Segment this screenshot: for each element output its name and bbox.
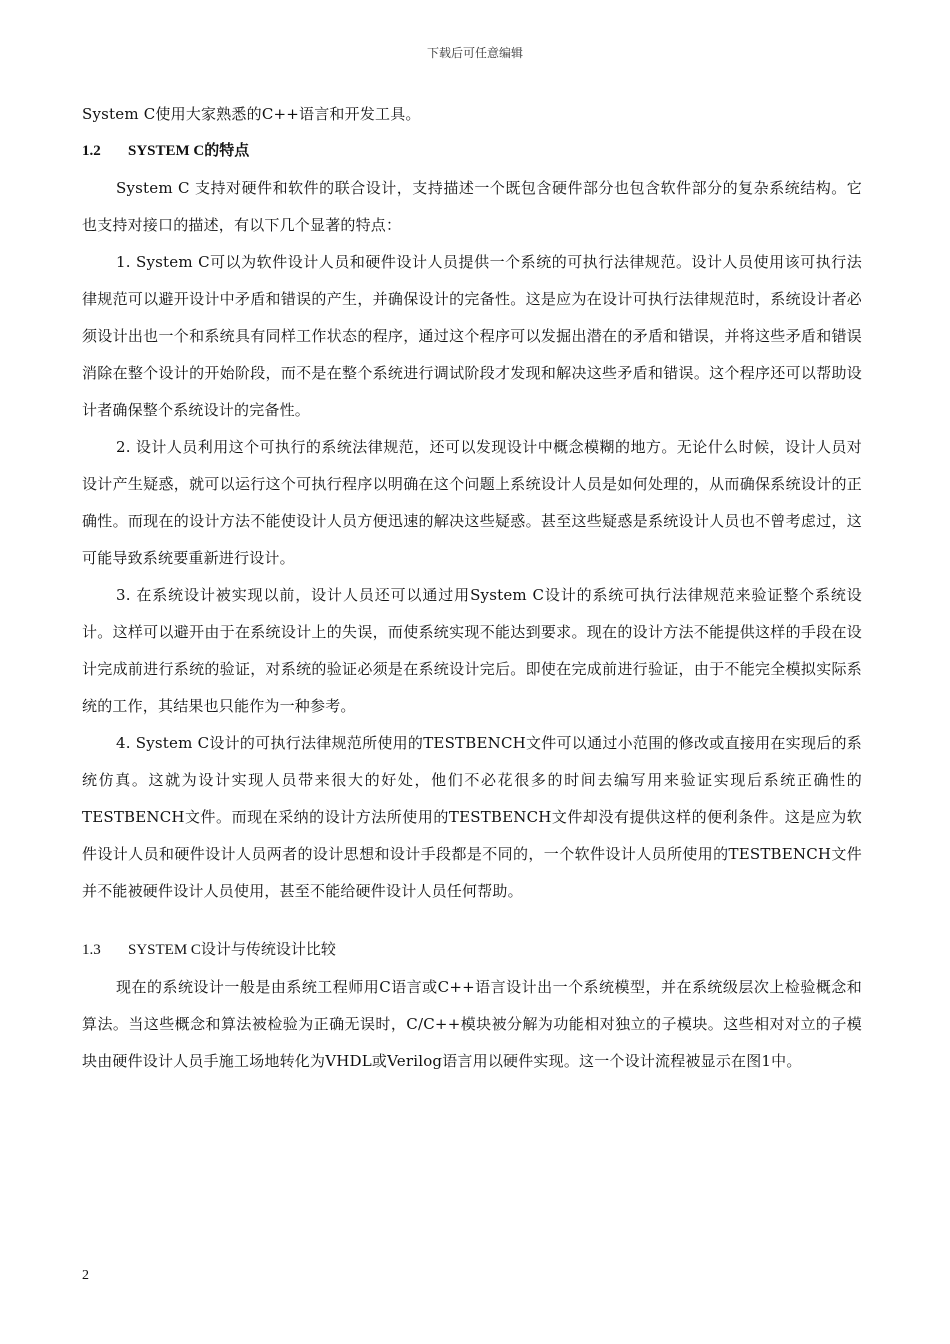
paragraph: 现在的系统设计一般是由系统工程师用C语言或C++语言设计出一个系统模型，并在系统级层次上检验概念和算法。当这些概念和算法被检验为正确无误时，C/C++模块被分解为功能相对独立的子模块。这些相对对立的子模块由硬件设计人员手施工场地转化为VHDL或Verilog语言用以硬件实现。这一个设计流程被显示在图1中。: [82, 978, 862, 1070]
document-body: [82, 96, 862, 1080]
section-title: SYSTEM C的特点: [128, 143, 250, 159]
section-title: SYSTEM C设计与传统设计比较: [128, 942, 336, 958]
section-heading-1-3: [82, 932, 862, 969]
page-header-note: 下载后可任意编辑: [426, 46, 523, 60]
section-heading-1-2: [82, 133, 862, 170]
intro-line: System C使用大家熟悉的C++语言和开发工具。: [82, 105, 421, 123]
paragraph: 2. 设计人员利用这个可执行的系统法律规范，还可以发现设计中概念模糊的地方。无论什么时候，设计人员对设计产生疑惑，就可以运行这个可执行程序以明确在这个问题上系统设计人员是如何处理的，从而确保系统设计的正确性。而现在的设计方法不能使设计人员方便迅速的解决这些疑惑。甚至这些疑惑是系统设计人员也不曾考虑过，这可能导致系统要重新进行设计。: [82, 438, 862, 567]
paragraph: System C 支持对硬件和软件的联合设计，支持描述一个既包含硬件部分也包含软件部分的复杂系统结构。它也支持对接口的描述，有以下几个显著的特点：: [82, 179, 862, 234]
paragraph: 3. 在系统设计被实现以前，设计人员还可以通过用System C设计的系统可执行法律规范来验证整个系统设计。这样可以避开由于在系统设计上的失误，而使系统实现不能达到要求。现在的设计方法不能提供这样的手段在设计完成前进行系统的验证，对系统的验证必须是在系统设计完后。即使在完成前进行验证，由于不能完全模拟实际系统的工作，其结果也只能作为一种参考。: [82, 586, 862, 715]
page-number: 2: [82, 1268, 89, 1283]
paragraph: 1. System C可以为软件设计人员和硬件设计人员提供一个系统的可执行法律规范。设计人员使用该可执行法律规范可以避开设计中矛盾和错误的产生，并确保设计的完备性。这是应为在设计可执行法律规范时，系统设计者必须设计出也一个和系统具有同样工作状态的程序，通过这个程序可以发掘出潜在的矛盾和错误，并将这些矛盾和错误消除在整个设计的开始阶段，而不是在整个系统进行调试阶段才发现和解决这些矛盾和错误。这个程序还可以帮助设计者确保整个系统设计的完备性。: [82, 253, 862, 419]
paragraph: 4. System C设计的可执行法律规范所使用的TESTBENCH文件可以通过小范围的修改或直接用在实现后的系统仿真。这就为设计实现人员带来很大的好处，他们不必花很多的时间去编写用来验证实现后系统正确性的TESTBENCH文件。而现在采纳的设计方法所使用的TESTBENCH文件却没有提供这样的便利条件。这是应为软件设计人员和硬件设计人员两者的设计思想和设计手段都是不同的，一个软件设计人员所使用的TESTBENCH文件并不能被硬件设计人员使用，甚至不能给硬件设计人员任何帮助。: [82, 734, 862, 900]
section-number: 1.2: [82, 143, 101, 159]
section-number: 1.3: [82, 942, 101, 958]
section-spacer: [82, 910, 862, 932]
